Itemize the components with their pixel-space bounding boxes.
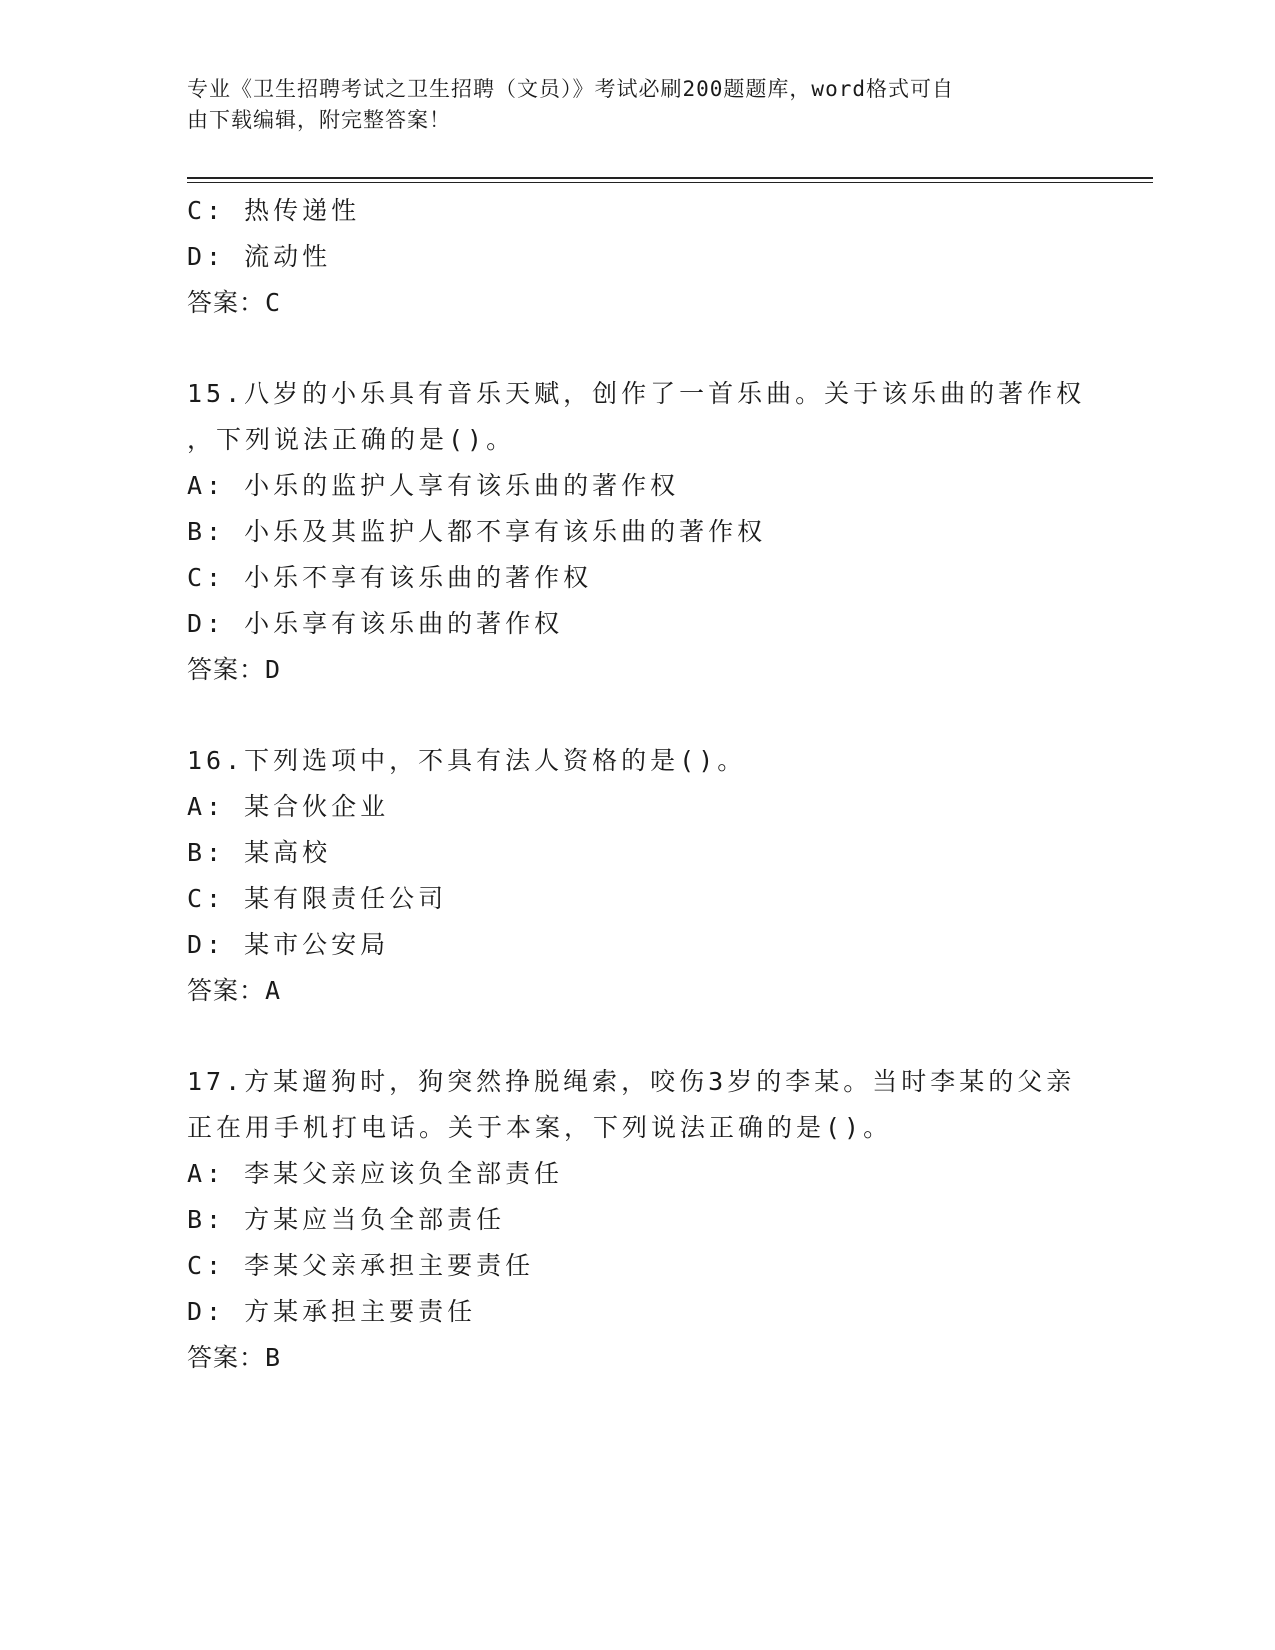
header-line-2: 由下载编辑，附完整答案！ [187,108,451,132]
header-line-1: 专业《卫生招聘考试之卫生招聘（文员）》考试必刷200题题库，word格式可自 [187,77,954,101]
option-c: C: 小乐不享有该乐曲的著作权 [187,563,593,592]
question-15 [187,371,1087,693]
question-spacer [187,1014,1087,1059]
document-header [187,74,1067,136]
question-stem-line: 正在用手机打电话。关于本案，下列说法正确的是()。 [187,1113,893,1142]
question-list [187,188,1087,1381]
option-a: A: 小乐的监护人享有该乐曲的著作权 [187,471,680,500]
option-b: B: 某高校 [187,838,332,867]
option-d: D: 某市公安局 [187,930,390,959]
question-16 [187,738,1087,1014]
option-d: D: 流动性 [187,242,332,271]
option-d: D: 方某承担主要责任 [187,1297,477,1326]
answer-line: 答案：C [187,288,282,317]
question-stem-line: 17.方某遛狗时，狗突然挣脱绳索，咬伤3岁的李某。当时李某的父亲 [187,1067,1076,1096]
option-b: B: 方某应当负全部责任 [187,1205,506,1234]
option-b: B: 小乐及其监护人都不享有该乐曲的著作权 [187,517,767,546]
answer-line: 答案：D [187,655,282,684]
header-divider-thin [187,182,1153,183]
option-d: D: 小乐享有该乐曲的著作权 [187,609,564,638]
header-divider-thick [187,177,1153,179]
answer-line: 答案：B [187,1343,282,1372]
question-17 [187,1059,1087,1381]
question-stem-line: ，下列说法正确的是()。 [187,425,516,454]
question-spacer [187,326,1087,371]
option-a: A: 某合伙企业 [187,792,390,821]
question-spacer [187,693,1087,738]
question-stem-line: 15.八岁的小乐具有音乐天赋，创作了一首乐曲。关于该乐曲的著作权 [187,379,1086,408]
option-a: A: 李某父亲应该负全部责任 [187,1159,564,1188]
option-c: C: 某有限责任公司 [187,884,448,913]
answer-line: 答案：A [187,976,282,1005]
option-c: C: 热传递性 [187,196,361,225]
question-14-tail [187,188,1087,326]
option-c: C: 李某父亲承担主要责任 [187,1251,535,1280]
question-stem-line: 16.下列选项中，不具有法人资格的是()。 [187,746,747,775]
